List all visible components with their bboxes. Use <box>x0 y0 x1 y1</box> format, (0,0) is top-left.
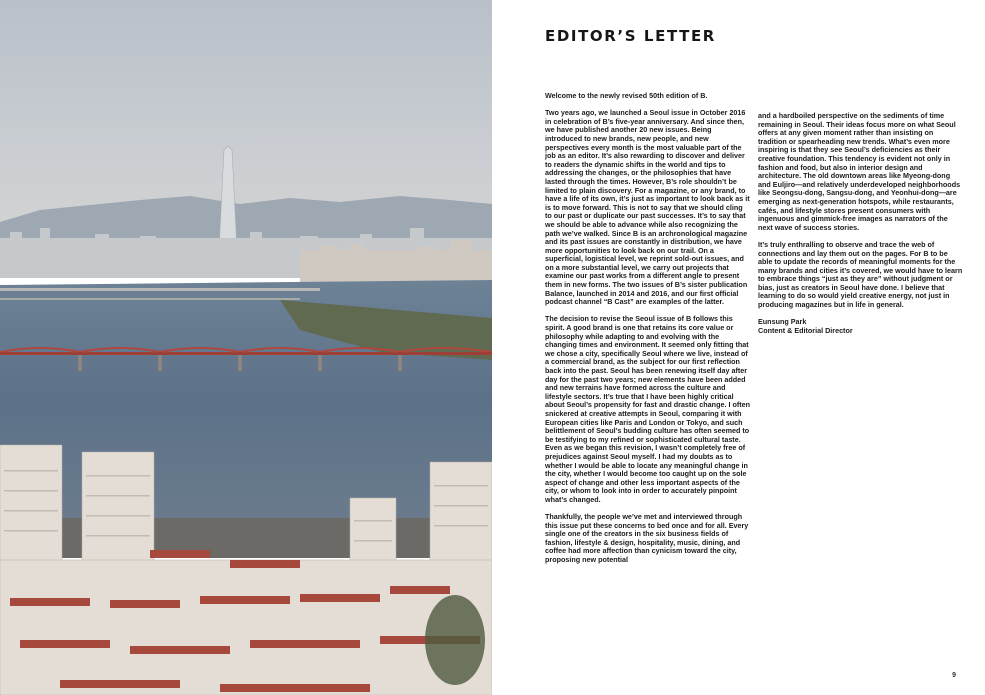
cover-photo <box>0 0 492 695</box>
body-paragraph: and a hardboiled perspective on the sediments of time remaining in Seoul. Their ideas focus more on what Seoul offers at any given moment rather than insisting on tradition or spearheading new trends. What’s even more inspiring is that they see Seoul’s deficiencies as their creative foundation. This tendency is evident not only in fashion and food, but also in interior design and architecture. The old downtown areas like Myeong-dong and Euljiro—and relatively underdeveloped neighborhoods like Seongsu-dong, Sangsu-dong, and Yeonhui-dong—are emerging as next-generation hotspots, while restaurants, cafés, and lifestyle stores present consumers with ingenuous and gimmick-free images as narrators of the next wave of success stories. <box>758 111 961 232</box>
body-paragraph: It’s truly enthralling to observe and trace the web of connections and lay them out on the pages. For B to be able to update the records of meaningful moments for the many brands and cities it’s covered, we would have to learn to embrace things “just as they are” without judgment or bias, just as creators in Seoul have done. I believe that learning to do so would yield creative energy, not just in producing magazines but in life in general. <box>758 239 963 310</box>
signature-role: Content & Editorial Director <box>758 325 853 335</box>
text-column-left <box>545 92 750 573</box>
body-paragraph: Two years ago, we launched a Seoul issue in October 2016 in celebration of B’s five-year anniversary. And since then, we have published another 20 new issues. Being introduced to new brands, new people, and new perspectives every month is the most valuable part of the job as an editor. It’s also rewarding to discover and deliver to readers the dynamic shifts in the world and tips to addressing the changes, or the philosophies that have lasted through the times. However, B’s role shouldn’t be limited to plain discovery. For a magazine, or any brand, to have a life of its own, it’s just as important to look back as it is to move forward. This is not to say that we should cling to our past or duplicate our past successes. It’s to say that we should be able to advance while also recognizing the path we’ve walked. Since B is an archronological magazine and its past issues are constantly in distribution, we have more opportunities to look back on our trail. On a superficial, logistical level, we reprint sold-out issues, and on a more substantial level, we carry out projects that examine our past works from a different angle to present them in new forms. The two issues of B’s sister publication Balance, launched in 2014 and 2016, and our first official podcast channel “B Cast” are examples of the latter. <box>545 108 750 307</box>
seoul-cityscape-image <box>0 0 492 695</box>
text-column-right <box>758 112 963 335</box>
page-number: 9 <box>952 672 956 679</box>
intro-paragraph: Welcome to the newly revised 50th edition of B. <box>545 91 708 100</box>
editors-letter-page <box>492 0 985 695</box>
signature-block <box>758 318 963 335</box>
signature-name: Eunsung Park <box>758 317 807 327</box>
body-paragraph: Thankfully, the people we’ve met and interviewed through this issue put these concerns to bed once and for all. Every single one of the creators in the six business fields of fashion, lifestyle & design, hospitality, music, dining, and coffee had more affection than cynicism toward the city, proposing new potential <box>545 512 749 565</box>
page-title: EDITOR’S LETTER <box>545 27 716 45</box>
body-paragraph: The decision to revise the Seoul issue of B follows this spirit. A good brand is one that retains its core value or philosophy while adapting to and evolving with the changing times and environment. It seemed only fitting that we chose a city, specifically Seoul where we live, instead of a commercial brand, as the subject for our first reflection back into the past. Seoul has been renewing itself day after day for the past two years; new elements have been added and new terrains have formed across the culture and lifestyle sectors. It’s true that I have been highly critical about Seoul’s propensity for fast and drastic change. I often snickered at creative attempts in Seoul, comparing it with European cities like Paris and London or Tokyo, and such belittlement of Seoul’s budding culture has often seemed to be testifying to my refined or sophisticated cultural taste. Even as we began this revision, I wasn’t completely free of prejudices against Seoul myself. I had my doubts as to whether I would be able to locate any meaningful change in the city, whether I would become too caught up on the sole aspect of change and other less important aspects of the city, or whom to look into in order to accurately pinpoint what’s changed. <box>545 314 751 504</box>
